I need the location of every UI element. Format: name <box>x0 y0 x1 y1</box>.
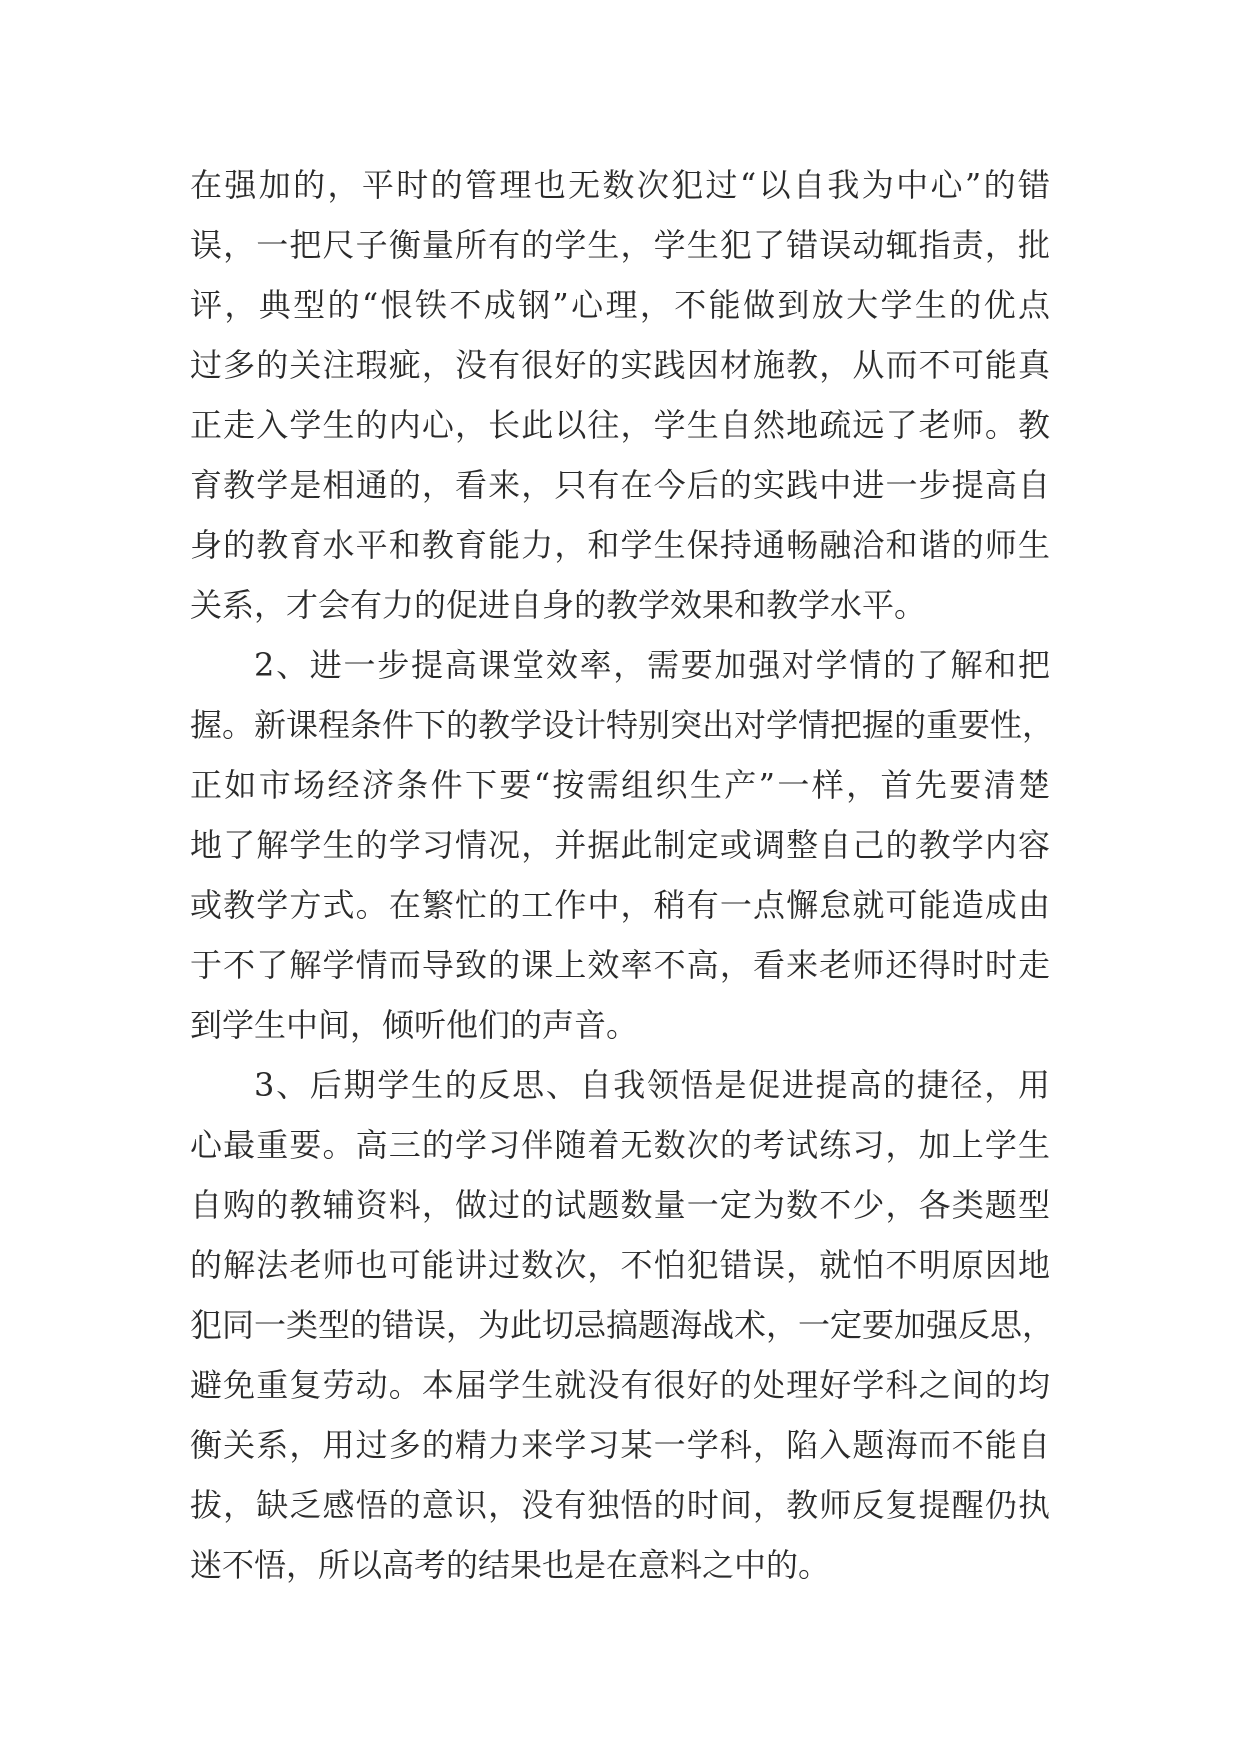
text-line: 2、进一步提高课堂效率，需要加强对学情的了解和把 <box>254 646 1050 684</box>
text-line: 在强加的，平时的管理也无数次犯过“以自我为中心”的错 <box>190 166 1050 204</box>
text-line: 的解法老师也可能讲过数次，不怕犯错误，就怕不明原因地 <box>190 1246 1050 1284</box>
text-line: 迷不悟，所以高考的结果也是在意料之中的。 <box>190 1546 831 1584</box>
body-text <box>190 155 1055 1595</box>
text-line: 地了解学生的学习情况，并据此制定或调整自己的教学内容 <box>190 826 1050 864</box>
text-line: 评，典型的“恨铁不成钢”心理，不能做到放大学生的优点 <box>190 286 1050 324</box>
text-line: 心最重要。高三的学习伴随着无数次的考试练习，加上学生 <box>190 1126 1050 1164</box>
text-line: 正走入学生的内心，长此以往，学生自然地疏远了老师。教 <box>190 406 1050 444</box>
text-line: 3、后期学生的反思、自我领悟是促进提高的捷径，用 <box>254 1066 1050 1104</box>
text-line: 握。新课程条件下的教学设计特别突出对学情把握的重要性， <box>190 706 1055 744</box>
text-line: 正如市场经济条件下要“按需组织生产”一样，首先要清楚 <box>190 766 1050 804</box>
paragraph-2 <box>190 635 1055 1055</box>
text-line: 自购的教辅资料，做过的试题数量一定为数不少，各类题型 <box>190 1186 1050 1224</box>
text-line: 衡关系，用过多的精力来学习某一学科，陷入题海而不能自 <box>190 1426 1050 1464</box>
text-line: 过多的关注瑕疵，没有很好的实践因材施教，从而不可能真 <box>190 346 1050 384</box>
text-line: 身的教育水平和教育能力，和学生保持通畅融洽和谐的师生 <box>190 526 1050 564</box>
text-line: 犯同一类型的错误，为此切忌搞题海战术，一定要加强反思， <box>190 1306 1055 1344</box>
text-line: 育教学是相通的，看来，只有在今后的实践中进一步提高自 <box>190 466 1050 504</box>
text-line: 于不了解学情而导致的课上效率不高，看来老师还得时时走 <box>190 946 1050 984</box>
paragraph-3 <box>190 1055 1055 1595</box>
text-line: 避免重复劳动。本届学生就没有很好的处理好学科之间的均 <box>190 1366 1050 1404</box>
text-line: 到学生中间，倾听他们的声音。 <box>190 1006 639 1044</box>
text-line: 关系，才会有力的促进自身的教学效果和教学水平。 <box>190 586 927 624</box>
text-line: 或教学方式。在繁忙的工作中，稍有一点懈怠就可能造成由 <box>190 886 1050 924</box>
text-line: 拔，缺乏感悟的意识，没有独悟的时间，教师反复提醒仍执 <box>190 1486 1050 1524</box>
text-line: 误，一把尺子衡量所有的学生，学生犯了错误动辄指责，批 <box>190 226 1050 264</box>
paragraph-1 <box>190 155 1050 635</box>
